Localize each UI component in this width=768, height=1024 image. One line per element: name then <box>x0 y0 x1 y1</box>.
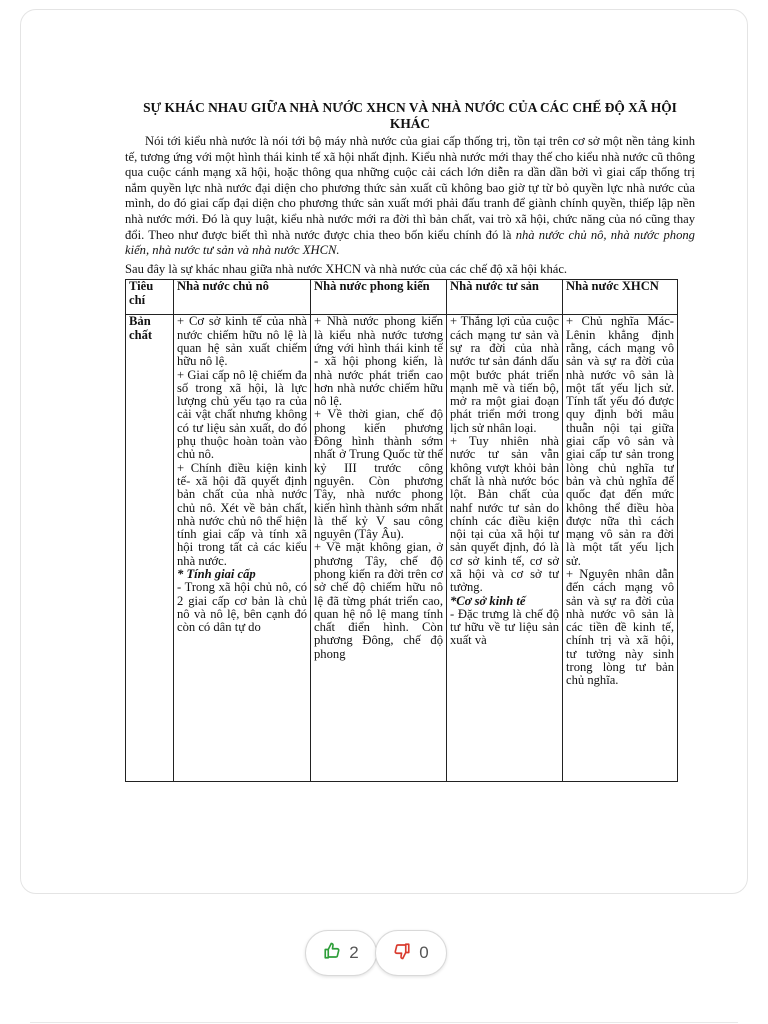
cell-feudal-state <box>311 315 447 782</box>
cell-socialist-state <box>563 315 678 782</box>
thumbs-down-icon <box>393 942 411 965</box>
comparison-table <box>125 279 678 782</box>
intro-text: Nói tới kiểu nhà nước là nói tới bộ máy nhà nước của giai cấp thống trị, tồn tại trên cơ sở một nền tảng kinh tế, tương ứng với một hình thái kinh tế xã hội nhất định. Kiểu nhà nước mới thay thế cho kiểu nhà nước cũ thông qua cuộc cánh mạng xã hội, hoặc thông qua những cuộc cải cách lớn diễn ra dần dần bởi vì giai cấp thống trị nắm quyền lực nhà nước đại diện cho phương thức sản xuất cũ không bao giờ tự từ bỏ quyền lực nhà nước của mình, do đó giai cấp đại diện cho phương thức sản xuất mới phải đấu tranh để giành chính quyền, thiếp lập nền nhà nước mới. Đó là quy luật, kiểu nhà nước mới ra đời thì bản chất, vai trò xã hội, chức năng của nó cũng thay đổi. Theo như được biết thì nhà nước được chia theo bốn kiểu chính đó là <box>125 134 695 242</box>
cell-paragraph: + Tuy nhiên nhà nước tư sản vẫn không vượt khỏi bản chất là nhà nước bóc lột. Bản chất của nahf nước tư sản do chính các điều kiện nội tại của xã hội tư sản quyết định, đó là cơ sở kinh tế, cơ sở xã hội và cơ sở tư tưởng. <box>450 434 559 595</box>
header-feudal-state: Nhà nước phong kiến <box>311 280 447 315</box>
header-slave-state: Nhà nước chủ nô <box>174 280 311 315</box>
downvote-button[interactable] <box>375 930 447 976</box>
cell-paragraph: - Đặc trưng là chế độ tư hữu về tư liệu sản xuất và <box>450 606 559 648</box>
document-title: SỰ KHÁC NHAU GIỮA NHÀ NƯỚC XHCN VÀ NHÀ NƯỚC CỦA CÁC CHẾ ĐỘ XÃ HỘI KHÁC <box>143 100 677 131</box>
upvote-count: 2 <box>349 943 359 962</box>
cell-paragraph: + Cơ sở kinh tế của nhà nước chiếm hữu nô lệ là quan hệ sản xuất chiếm hữu nô lệ. <box>177 315 307 369</box>
cell-paragraph: + Về mặt không gian, ở phương Tây, chế độ phong kiến ra đời trên cơ sở chế độ chiếm hữu nô lệ đã từng phát triển cao, quan hệ nô lệ mang tính chất điển hình. Còn phương Đông, chế độ phong <box>314 540 443 661</box>
vote-bar <box>305 930 446 976</box>
document-viewer-card <box>20 9 748 894</box>
divider <box>30 1022 738 1023</box>
header-criteria: Tiêu chí <box>126 280 174 315</box>
cell-paragraph: - Trong xã hội chủ nô, có 2 giai cấp cơ bản là chủ nô và nô lệ, bên cạnh đó còn có dân tự do <box>177 580 307 635</box>
cell-paragraph: + Chính điều kiện kinh tế- xã hội đã quyết định bản chất của nhà nước chủ nô. Xét về bản chất, nhà nước chủ nô thể hiện tính giai cấp và tính xã hội trong tất cả các kiểu nhà nước. <box>177 460 307 568</box>
cell-paragraph: + Giai cấp nô lệ chiếm đa số trong xã hội, là lực lượng chủ yếu tạo ra của cải vật chất nhưng không có tư liệu sản xuất, do đó phụ thuộc hoàn toàn vào chủ nô. <box>177 367 307 462</box>
cell-subheading: * Tính giai cấp <box>177 566 256 581</box>
downvote-count: 0 <box>419 943 429 962</box>
intro-paragraph <box>125 134 695 259</box>
cell-paragraph: + Về thời gian, chế độ phong kiến phương Đông hình thành sớm nhất ở Trung Quốc từ thế kỷ III trước công nguyên. Còn phương Tây, nhà nước phong kiến hình thành sớm nhất là thế kỷ V sau công nguyên (Tây Âu). <box>314 407 443 542</box>
table-header-row <box>126 280 678 315</box>
cell-paragraph: + Nhà nước phong kiến là kiểu nhà nước tương ứng với hình thái kinh tế - xã hội phong kiến, là nhà nước phát triển cao hơn nhà nước chiếm hữu nô lệ. <box>314 315 443 409</box>
header-bourgeois-state: Nhà nước tư sản <box>447 280 563 315</box>
cell-subheading: *Cơ sở kinh tế <box>450 593 526 608</box>
cell-slave-state <box>174 315 311 782</box>
cell-paragraph: + Thắng lợi của cuộc cách mạng tư sản và sự ra đời của nhà nước tư sản đánh dấu một bước phát triển mạnh mẽ và tiến bộ, mở ra một giai đoạn phát triển mới trong lịch sử nhân loại. <box>450 315 559 435</box>
cell-bourgeois-state <box>447 315 563 782</box>
intro-italic-text: nhà nước chủ nô, nhà nước phong kiến, nhà nước tư sản và nhà nước XHCN. <box>125 227 695 258</box>
lead-sentence: Sau đây là sự khác nhau giữa nhà nước XHCN và nhà nước của các chế độ xã hội khác. <box>125 261 568 276</box>
table-row <box>126 315 678 782</box>
upvote-button[interactable] <box>305 930 377 976</box>
cell-paragraph: + Nguyên nhân dẫn đến cách mạng vô sản và sự ra đời của nhà nước vô sản là các tiền đề kinh tế, chính trị và xã hội, tư tưởng này sinh trong lòng tư bản chủ nghĩa. <box>566 566 674 688</box>
cell-paragraph: + Chủ nghĩa Mác-Lênin khẳng định rằng, cách mạng vô sản và sự ra đời của nhà nước vô sản là một tất yếu lịch sử. Tính tất yếu đó được quy định bởi mâu thuẫn nội tại giữa giai cấp vô sản và giai cấp tư sản trong lòng chủ nghĩa tư bản và chủ nghĩa đế quốc đạt đến mức không thể điều hòa được nữa thì cách mạng vô sản ra đời là một tất yếu lịch sử. <box>566 315 674 568</box>
document-page <box>125 100 695 782</box>
row-label-nature: Bản chất <box>126 315 174 782</box>
thumbs-up-icon <box>323 942 341 965</box>
header-socialist-state: Nhà nước XHCN <box>563 280 678 315</box>
